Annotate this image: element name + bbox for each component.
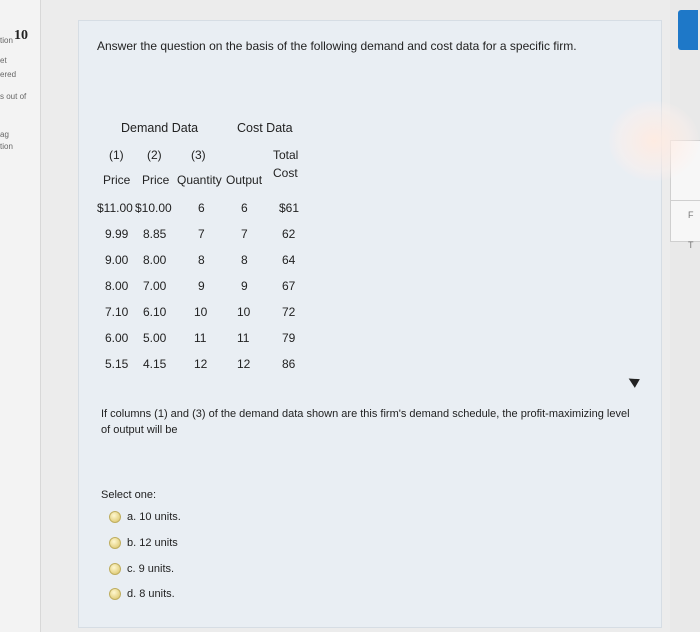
- col-header-cost: Cost: [273, 166, 298, 180]
- col-number: (2): [147, 148, 162, 162]
- nav-toggle-button[interactable]: [678, 10, 698, 50]
- right-mark-2: T: [688, 240, 694, 250]
- table-cell: 67: [282, 279, 296, 293]
- table-cell: 11: [237, 331, 250, 345]
- radio-button-icon[interactable]: [109, 588, 121, 600]
- question-panel: [78, 20, 662, 628]
- table-cell: 10: [237, 305, 251, 319]
- table-cell: 8: [198, 253, 205, 267]
- data-table: [79, 21, 661, 401]
- col-header: Quantity: [177, 173, 222, 187]
- answer-option-d[interactable]: [109, 588, 175, 600]
- table-cell: 7: [241, 227, 248, 241]
- answer-option-c[interactable]: [109, 563, 174, 575]
- flag-question-label[interactable]: ag: [0, 130, 9, 139]
- table-cell: 9.00: [105, 253, 129, 267]
- option-label: b. 12 units: [127, 537, 178, 549]
- table-cell: 6: [241, 201, 248, 215]
- col-number: (3): [191, 148, 206, 162]
- radio-button-icon[interactable]: [109, 537, 121, 549]
- demand-data-header: Demand Data: [121, 121, 199, 135]
- option-label: c. 9 units.: [127, 563, 175, 575]
- cost-data-header: Cost Data: [237, 121, 293, 135]
- right-navigation-edge: [670, 0, 700, 632]
- table-cell: 9: [198, 279, 205, 293]
- nav-panel-box-2: [670, 200, 700, 242]
- status-label: et: [0, 56, 7, 65]
- table-cell: 5.00: [143, 331, 167, 345]
- right-mark-1: F: [688, 210, 694, 220]
- table-cell: 4.15: [143, 357, 167, 371]
- table-cell: 7: [198, 227, 205, 241]
- table-cell: 10: [194, 305, 208, 319]
- table-cell: 9: [241, 279, 248, 293]
- answer-option-a[interactable]: [109, 511, 181, 523]
- option-label: a. 10 units.: [127, 511, 181, 523]
- radio-button-icon[interactable]: [109, 511, 121, 523]
- option-label: d. 8 units.: [127, 588, 175, 600]
- col-header: Price: [103, 173, 131, 187]
- table-cell: 72: [282, 305, 296, 319]
- table-cell: 86: [282, 357, 296, 371]
- radio-button-icon[interactable]: [109, 563, 121, 575]
- question-number: 10: [14, 28, 28, 43]
- table-cell: 11: [194, 331, 207, 345]
- table-cell: 7.00: [143, 279, 167, 293]
- question-info-sidebar: [0, 0, 41, 632]
- table-cell: 64: [282, 253, 296, 267]
- marks-label: s out of: [0, 92, 27, 101]
- table-cell: 12: [237, 357, 251, 371]
- table-cell: 6: [198, 201, 205, 215]
- col-header: Output: [226, 173, 263, 187]
- col-number: (1): [109, 148, 124, 162]
- table-cell: 6.00: [105, 331, 129, 345]
- table-cell: 5.15: [105, 357, 129, 371]
- table-cell: 7.10: [105, 305, 129, 319]
- status-answered: ered: [0, 70, 17, 79]
- table-cell: $11.00: [97, 201, 133, 215]
- table-cell: $10.00: [135, 201, 172, 215]
- table-cell: $61: [279, 201, 300, 215]
- table-cell: 8.00: [143, 253, 167, 267]
- question-prompt: If columns (1) and (3) of the demand data shown are this firm's demand schedule, the profit-maximizing level of output will be: [101, 408, 630, 436]
- answer-option-b[interactable]: [109, 537, 178, 549]
- table-cell: 8.85: [143, 227, 167, 241]
- table-cell: 8: [241, 253, 248, 267]
- question-label: tion: [0, 36, 13, 45]
- question-intro: Answer the question on the basis of the following demand and cost data for a specific firm.: [97, 39, 577, 53]
- flag-question-label-2[interactable]: tion: [0, 142, 13, 151]
- table-cell: 62: [282, 227, 296, 241]
- table-cell: 9.99: [105, 227, 129, 241]
- table-cell: 79: [282, 331, 296, 345]
- select-one-label: Select one:: [101, 489, 157, 501]
- table-cell: 6.10: [143, 305, 167, 319]
- col-header: Price: [142, 173, 170, 187]
- table-cell: 8.00: [105, 279, 129, 293]
- table-cell: 12: [194, 357, 208, 371]
- total-label: Total: [273, 148, 299, 162]
